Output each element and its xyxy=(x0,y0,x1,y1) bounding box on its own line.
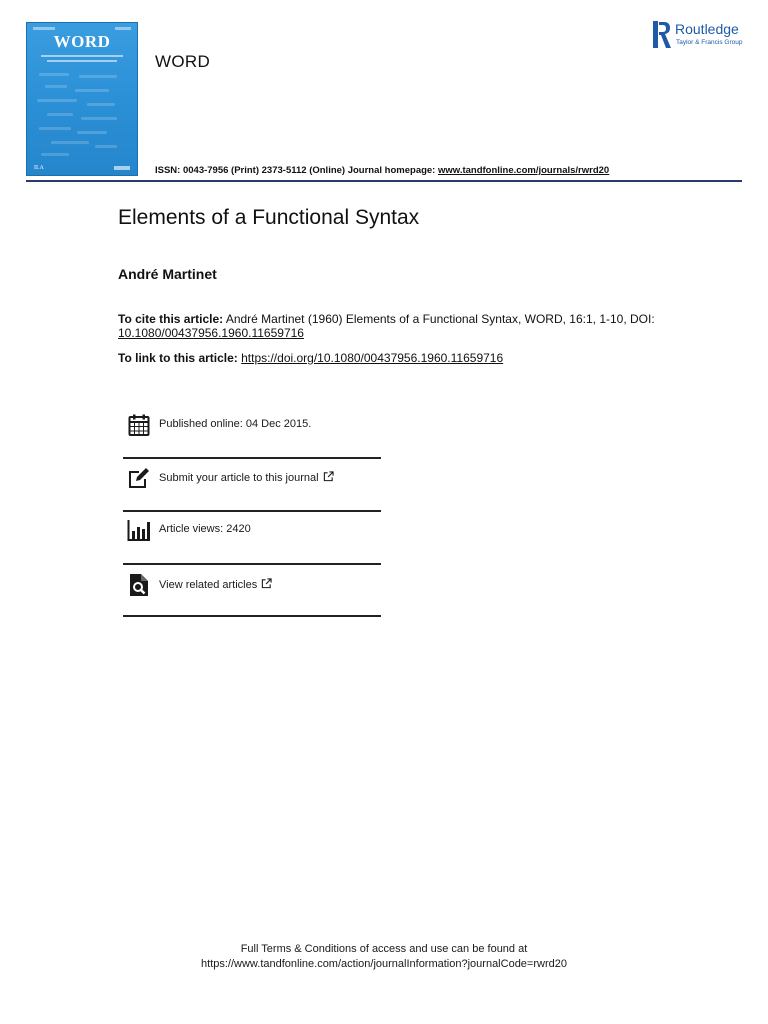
calendar-icon xyxy=(127,413,151,437)
footer-line-1: Full Terms & Conditions of access and use can be found at xyxy=(240,943,528,955)
journal-homepage-link[interactable]: www.tandfonline.com/journals/rwrd20 xyxy=(438,165,610,176)
published-online-text: Published online: 04 Dec 2015. xyxy=(159,418,312,430)
article-views-text: Article views: 2420 xyxy=(159,523,251,535)
article-link-line xyxy=(118,351,503,365)
related-articles-link[interactable]: View related articles xyxy=(159,579,258,591)
divider xyxy=(123,457,381,459)
divider xyxy=(123,510,381,512)
link-label: To link to this article: xyxy=(118,351,242,365)
divider xyxy=(123,615,381,617)
cover-issue-label: II.A xyxy=(34,165,44,171)
external-link-icon xyxy=(323,471,334,482)
published-online-row xyxy=(123,413,381,457)
footer-terms xyxy=(0,942,768,972)
journal-name: WORD xyxy=(155,52,211,71)
journal-cover-image xyxy=(26,22,138,176)
citation-block xyxy=(118,312,658,340)
related-articles-row[interactable] xyxy=(123,573,381,617)
article-url-link[interactable]: https://doi.org/10.1080/00437956.1960.11659716 xyxy=(241,351,504,365)
article-views-row xyxy=(123,518,381,562)
doi-link[interactable]: 10.1080/00437956.1960.11659716 xyxy=(118,326,304,340)
publisher-group: Taylor & Francis Group xyxy=(676,39,743,46)
cite-label: To cite this article: xyxy=(118,312,224,326)
issn-text: ISSN: 0043-7956 (Print) 2373-5112 (Online) Journal homepage: xyxy=(155,165,438,176)
routledge-logo[interactable] xyxy=(653,20,748,50)
cover-title: WORD xyxy=(53,32,111,51)
submit-article-row[interactable] xyxy=(123,466,381,510)
issn-line xyxy=(155,165,609,176)
external-link-icon xyxy=(261,578,272,589)
search-document-icon xyxy=(127,573,151,597)
divider xyxy=(123,563,381,565)
edit-icon xyxy=(127,466,151,490)
publisher-name: Routledge xyxy=(675,21,739,37)
submit-article-link[interactable]: Submit your article to this journal xyxy=(159,472,319,484)
article-title: Elements of a Functional Syntax xyxy=(118,206,420,229)
bar-chart-icon xyxy=(127,518,151,542)
routledge-r-icon xyxy=(653,21,671,48)
header-rule xyxy=(26,180,742,182)
footer-terms-link[interactable]: https://www.tandfonline.com/action/journalInformation?journalCode=rwrd20 xyxy=(201,958,567,970)
cite-text: André Martinet (1960) Elements of a Functional Syntax, WORD, 16:1, 1-10, DOI: xyxy=(223,312,655,326)
article-author: André Martinet xyxy=(118,266,217,282)
